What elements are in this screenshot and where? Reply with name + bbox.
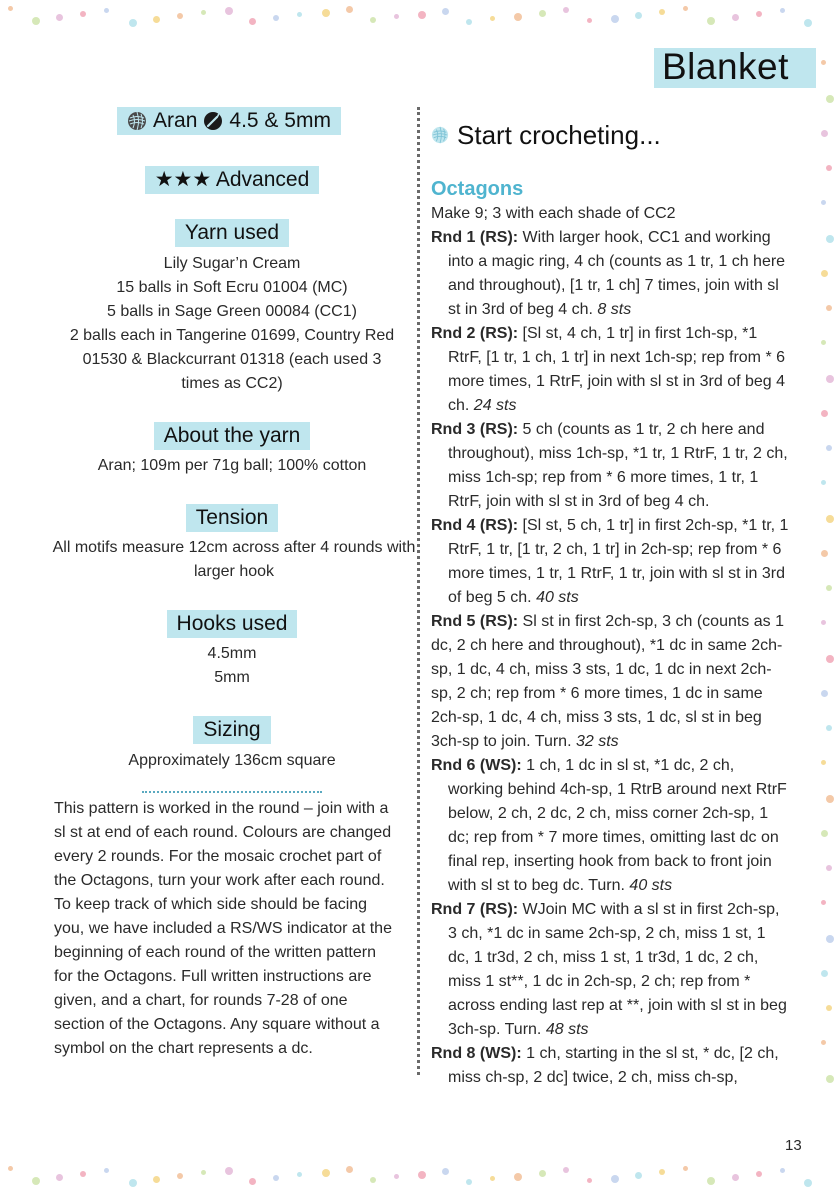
right-dot-border <box>817 60 839 1120</box>
decor-dot <box>129 1179 137 1187</box>
decor-dot <box>80 11 86 17</box>
decor-dot <box>826 515 834 523</box>
tension-text: All motifs measure 12cm across after 4 rounds with larger hook <box>52 539 416 580</box>
decor-dot <box>821 480 826 485</box>
decor-dot <box>804 19 812 27</box>
hook-line: 4.5mm <box>207 645 257 662</box>
top-dot-border <box>0 0 839 30</box>
decor-dot <box>539 1170 546 1177</box>
intro-paragraph: This pattern is worked in the round – join with a sl st at end of each round. Colours are changed every 2 rounds. For the mosaic crochet part of the Octagons, turn your work after each round. To keep track of which side should be facing you, we have included a RS/WS indicator at the beginning of each round of the written pattern for the Octagons. Full written instructions are given, and a chart, for rounds 7-28 of one section of the Octagons. Any square without a symbol on the chart represents a dc. <box>54 800 392 1057</box>
decor-dot <box>826 95 834 103</box>
decor-dot <box>273 1175 279 1181</box>
yarn-line: 2 balls each in Tangerine 01699, Country Red 01530 & Blackcurrant 01318 (each used 3 times as CC2) <box>69 327 395 392</box>
hooks-used-heading: Hooks used <box>167 610 298 638</box>
decor-dot <box>821 410 828 417</box>
hook-sizes: 4.5 & 5mm <box>229 109 331 132</box>
yarn-used-list <box>54 252 410 396</box>
crochet-hook-icon <box>203 111 223 131</box>
octagons-heading: Octagons <box>431 178 524 200</box>
sizing-heading: Sizing <box>193 716 270 744</box>
tension-heading: Tension <box>186 504 278 532</box>
yarn-ball-icon <box>431 126 449 144</box>
spec-yarn-hook <box>48 107 410 136</box>
decor-dot <box>732 1174 739 1181</box>
decor-dot <box>418 11 426 19</box>
decor-dot <box>587 1178 592 1183</box>
decor-dot <box>821 830 828 837</box>
decor-dot <box>370 17 376 23</box>
right-column <box>431 118 791 1090</box>
decor-dot <box>826 375 834 383</box>
decor-dot <box>8 1166 13 1171</box>
yarn-ball-icon <box>127 111 147 131</box>
decor-dot <box>394 14 399 19</box>
decor-dot <box>821 1040 826 1045</box>
round-instruction: Rnd 5 (RS): Sl st in first 2ch-sp, 3 ch (counts as 1 dc, 2 ch here and throughout), *1 dc in same 2ch-sp, 1 dc, 4 ch, miss 3 sts, 1 dc, 1 dc in next 2ch-sp, 2 ch; rep from * 6 more times, 1 dc in same 2ch-sp, 1 dc, 4 ch, miss 3 sts, 1 dc, sl st in beg 3ch-sp to join. Turn. 32 sts <box>431 613 784 750</box>
yarn-line: Lily Sugar’n Cream <box>163 255 301 272</box>
decor-dot <box>418 1171 426 1179</box>
decor-dot <box>635 1172 642 1179</box>
decor-dot <box>490 1176 495 1181</box>
decor-dot <box>821 970 828 977</box>
decor-dot <box>635 12 642 19</box>
decor-dot <box>8 6 13 11</box>
decor-dot <box>539 10 546 17</box>
decor-dot <box>563 1167 569 1173</box>
decor-dot <box>659 1169 665 1175</box>
decor-dot <box>821 760 826 765</box>
decor-dot <box>177 13 183 19</box>
round-instruction: Rnd 8 (WS): 1 ch, starting in the sl st, * dc, [2 ch, miss ch-sp, 2 dc] twice, 2 ch, miss ch-sp, <box>431 1045 779 1086</box>
decor-dot <box>732 14 739 21</box>
decor-dot <box>225 1167 233 1175</box>
decor-dot <box>249 18 256 25</box>
decor-dot <box>826 1005 832 1011</box>
decor-dot <box>442 8 449 15</box>
decor-dot <box>370 1177 376 1183</box>
decor-dot <box>56 1174 63 1181</box>
round-instruction: Rnd 1 (RS): With larger hook, CC1 and working into a magic ring, 4 ch (counts as 1 tr, 1 ch here and throughout), [1 tr, 1 ch] 7 times, join with sl st in 3rd of beg 4 ch. 8 sts <box>431 229 786 318</box>
decor-dot <box>780 1168 785 1173</box>
decor-dot <box>514 1173 522 1181</box>
decor-dot <box>466 19 472 25</box>
bottom-dot-border <box>0 1160 839 1190</box>
decor-dot <box>273 15 279 21</box>
hooks-used-list <box>54 642 410 690</box>
decor-dot <box>201 1170 206 1175</box>
decor-dot <box>826 165 832 171</box>
decor-dot <box>826 795 834 803</box>
decor-dot <box>514 13 522 21</box>
sizing-text: Approximately 136cm square <box>128 752 336 769</box>
yarn-weight: Aran <box>153 109 198 132</box>
decor-dot <box>563 7 569 13</box>
decor-dot <box>32 1177 40 1185</box>
decor-dot <box>683 1166 688 1171</box>
decor-dot <box>490 16 495 21</box>
yarn-line: 5 balls in Sage Green 00084 (CC1) <box>107 303 357 320</box>
decor-dot <box>756 1171 762 1177</box>
hook-line: 5mm <box>214 669 250 686</box>
decor-dot <box>104 8 109 13</box>
decor-dot <box>659 9 665 15</box>
decor-dot <box>826 585 832 591</box>
decor-dot <box>707 1177 715 1185</box>
decor-dot <box>826 935 834 943</box>
decor-dot <box>821 900 826 905</box>
difficulty-badge <box>54 166 410 194</box>
decor-dot <box>201 10 206 15</box>
left-column <box>52 107 416 1061</box>
decor-dot <box>297 12 302 17</box>
section-divider <box>142 791 322 793</box>
decor-dot <box>707 17 715 25</box>
start-heading <box>431 118 791 152</box>
decor-dot <box>466 1179 472 1185</box>
decor-dot <box>611 1175 619 1183</box>
decor-dot <box>756 11 762 17</box>
decor-dot <box>249 1178 256 1185</box>
yarn-line: 15 balls in Soft Ecru 01004 (MC) <box>116 279 348 296</box>
decor-dot <box>826 725 832 731</box>
round-instruction: Rnd 6 (WS): 1 ch, 1 dc in sl st, *1 dc, 2 ch, working behind 4ch-sp, 1 RtrB around next RtrF below, 2 ch, 2 dc, 2 ch, miss corner 2ch-sp, 1 dc; rep from * 7 more times, omitting last dc on final rep, inserting hook from back to front join with sl st to beg dc. Turn. 40 sts <box>431 757 787 894</box>
decor-dot <box>821 550 828 557</box>
decor-dot <box>297 1172 302 1177</box>
decor-dot <box>821 620 826 625</box>
decor-dot <box>346 1166 353 1173</box>
decor-dot <box>683 6 688 11</box>
make-line: Make 9; 3 with each shade of CC2 <box>431 205 676 222</box>
decor-dot <box>56 14 63 21</box>
decor-dot <box>104 1168 109 1173</box>
about-yarn-text: Aran; 109m per 71g ball; 100% cotton <box>97 457 367 474</box>
decor-dot <box>780 8 785 13</box>
decor-dot <box>826 445 832 451</box>
decor-dot <box>153 16 160 23</box>
decor-dot <box>153 1176 160 1183</box>
difficulty-label: ★★★ Advanced <box>145 166 320 194</box>
decor-dot <box>442 1168 449 1175</box>
yarn-used-heading: Yarn used <box>175 219 289 247</box>
decor-dot <box>129 19 137 27</box>
page-number: 13 <box>785 1137 802 1154</box>
decor-dot <box>826 235 834 243</box>
decor-dot <box>826 1075 834 1083</box>
decor-dot <box>826 865 832 871</box>
decor-dot <box>177 1173 183 1179</box>
about-yarn-heading: About the yarn <box>154 422 311 450</box>
round-instruction: Rnd 2 (RS): [Sl st, 4 ch, 1 tr] in first 1ch-sp, *1 RtrF, [1 tr, 1 ch, 1 tr] in next 1ch-sp; rep from * 6 more times, 1 RtrF, join with sl st in 3rd of beg 4 ch. 24 sts <box>431 325 786 414</box>
decor-dot <box>821 270 828 277</box>
decor-dot <box>611 15 619 23</box>
round-instruction: Rnd 7 (RS): WJoin MC with a sl st in first 2ch-sp, 3 ch, *1 dc in same 2ch-sp, 2 ch, miss 1 st, 1 dc, 1 tr3d, 2 ch, miss 1 st, 1 tr3d, 1 dc, 2 ch, miss 1 st**, 1 dc in 2ch-sp, 2 ch; rep from * across ending last rep at **, join with sl st in beg 3ch-sp. Turn. 48 sts <box>431 901 787 1038</box>
decor-dot <box>821 60 826 65</box>
decor-dot <box>346 6 353 13</box>
decor-dot <box>821 690 828 697</box>
decor-dot <box>821 340 826 345</box>
decor-dot <box>225 7 233 15</box>
round-instruction: Rnd 4 (RS): [Sl st, 5 ch, 1 tr] in first 2ch-sp, *1 tr, 1 RtrF, 1 tr, [1 tr, 2 ch, 1 tr] in 2ch-sp; rep from * 6 more times, 1 tr, 1 RtrF, 1 tr, join with sl st in 3rd of beg 5 ch. 40 sts <box>431 517 789 606</box>
decor-dot <box>587 18 592 23</box>
decor-dot <box>821 130 828 137</box>
decor-dot <box>322 1169 330 1177</box>
start-heading-text: Start crocheting... <box>457 120 661 150</box>
decor-dot <box>394 1174 399 1179</box>
decor-dot <box>821 200 826 205</box>
column-divider <box>417 107 420 1075</box>
decor-dot <box>322 9 330 17</box>
decor-dot <box>804 1179 812 1187</box>
page-title: Blanket <box>662 46 789 87</box>
decor-dot <box>80 1171 86 1177</box>
round-instruction: Rnd 3 (RS): 5 ch (counts as 1 tr, 2 ch here and throughout), miss 1ch-sp, *1 tr, 1 RtrF, 1 tr, 2 ch, miss 1ch-sp; rep from * 6 more times, 1 tr, 1 RtrF, join with sl st in 3rd of beg 4 ch. <box>431 421 788 510</box>
decor-dot <box>32 17 40 25</box>
decor-dot <box>826 305 832 311</box>
decor-dot <box>826 655 834 663</box>
